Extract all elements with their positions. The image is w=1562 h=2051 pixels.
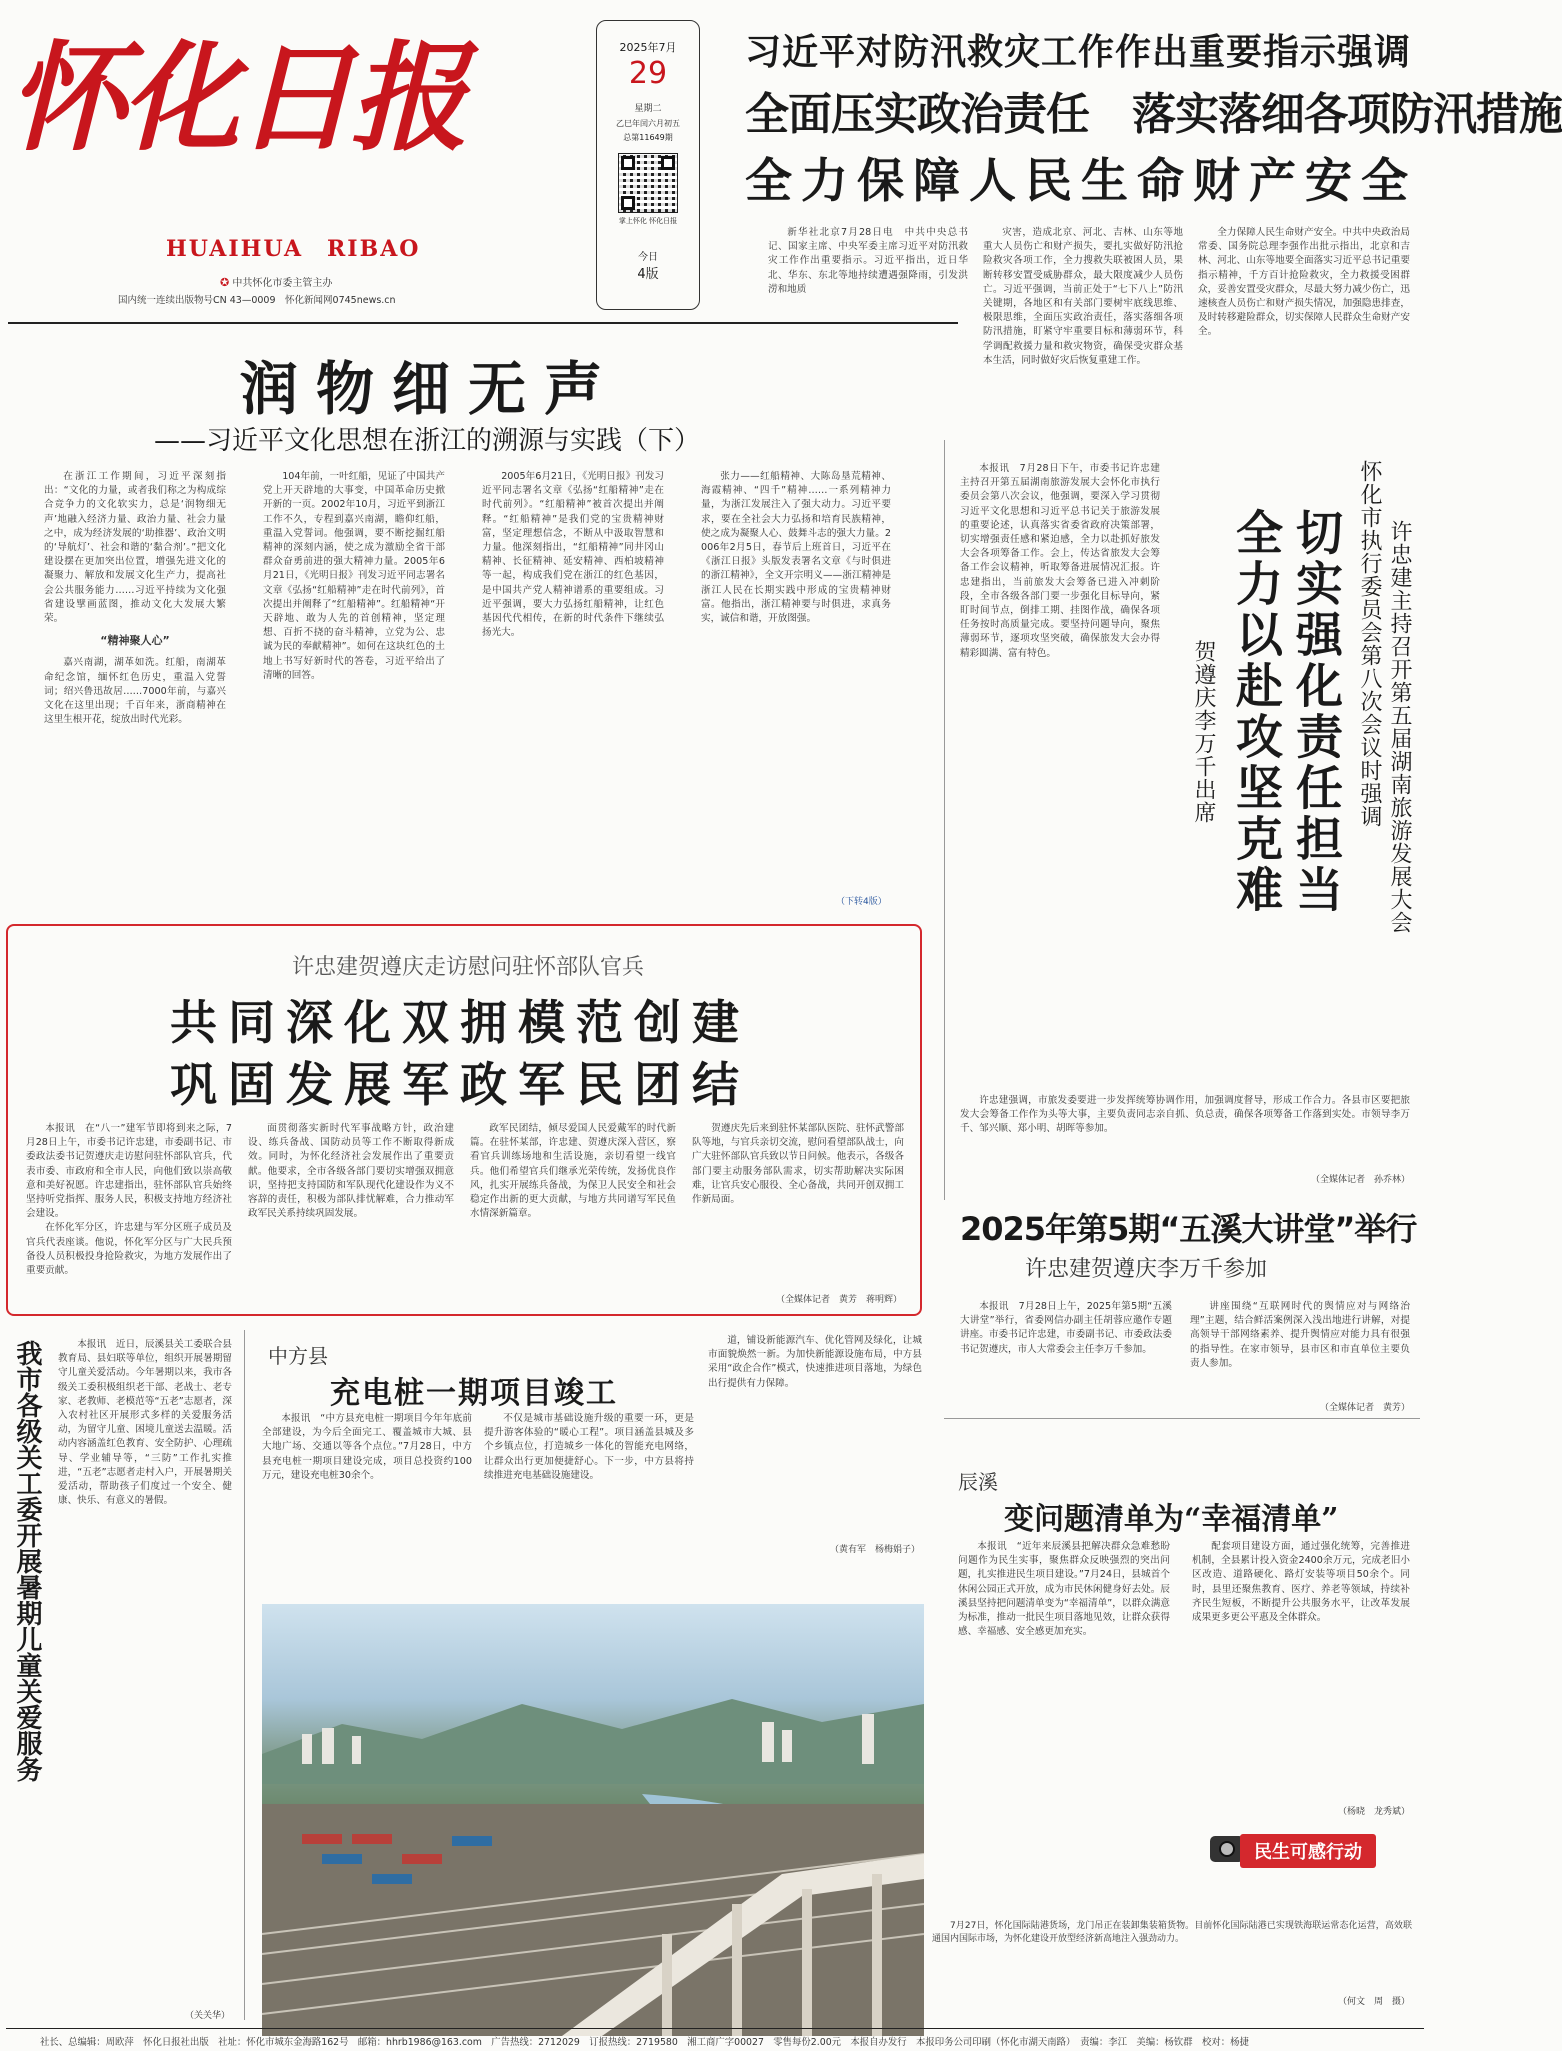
culture-subhead: ——习近平文化思想在浙江的溯源与实践（下） — [154, 426, 701, 456]
masthead-rule — [8, 322, 958, 324]
guan-headline: 我市各级关工委开展暑期儿童关爱服务 — [12, 1340, 42, 1782]
charging-col-1: 本报讯 “中方县充电桩一期项目今年年底前全部建设，为今后全面完工、覆盖城市大城、县大地广场、交通以等各个点位。”7月28日，中方县充电桩一期项目建设完成，项目总投资约100万元，建设充电桩30余个。 — [262, 1413, 472, 1481]
charging-kicker: 中方县 — [268, 1344, 328, 1368]
chenxi-kicker: 辰溪 — [958, 1470, 998, 1494]
chenxi-credit: （杨晓 龙秀斌） — [1337, 1807, 1410, 1817]
culture-col-1-subtitle: “精神聚人心” — [100, 634, 170, 648]
qr-caption: 掌上怀化 怀化日报 — [618, 217, 678, 225]
left-column-divider — [244, 1330, 245, 2020]
tourism-subhead-1: 许忠建主持召开第五届湖南旅游发展大会 — [1387, 520, 1412, 934]
charging-col-2: 不仅是城市基础设施升级的重要一环，更是提升游客体验的“暖心工程”。项目涵盖县城及多个乡镇点位，打造城乡一体化的智能充电网络，让群众出行更加便捷舒心。下一步，中方县将持续推进充电基础设施建设。 — [484, 1413, 694, 1481]
military-headline-1: 共同深化双拥模范创建 — [170, 996, 750, 1051]
lead-headline-1: 习近平对防汛救灾工作作出重要指示强调 — [745, 32, 1412, 73]
tourism-headline-2: 全力以赴攻坚克难 — [1228, 508, 1283, 916]
culture-headline: 润物细无声 — [240, 355, 621, 423]
railway-port-scene-icon — [262, 1604, 924, 2036]
date-box — [596, 20, 700, 310]
culture-col-2: 104年前，一叶红船，见证了中国共产党上开天辟地的大事变，中国革命历史掀开新的一页。2002年10月，习近平到浙江工作不久，专程到嘉兴南湖，瞻仰红船，重温入党誓词。他强调，要不断挖掘红船精神的深刻内涵，使之成为激励全省干部群众奋勇前进的强大精神力量。2005年6月21日，《光明日报》刊发习近平同志署名文章《弘扬“红船精神”走在时代前列》，首次提出并阐释了“红船精神”。红船精神“开天辟地、敢为人先的首创精神，坚定理想、百折不挠的奋斗精神，立党为公、忠诚为民的奉献精神”。如何在这块红色的土地上书写好新时代的答卷，习近平给出了清晰的回答。 — [263, 471, 445, 681]
lecture-headline: 2025年第5期“五溪大讲堂”举行 — [960, 1210, 1417, 1248]
party-emblem-icon: ✪ — [220, 276, 230, 289]
military-kicker: 许忠建贺遵庆走访慰问驻怀部队官兵 — [291, 955, 644, 980]
guan-body: 本报讯 近日，辰溪县关工委联合县教育局、县妇联等单位，组织开展暑期留守儿童关爱活动。今年暑期以来，我市各级关工委积极组织老干部、老战士、老专家、老教师、老模范等“五老”志愿者，深入农村社区开展形式多样的关爱服务活动，为留守儿童、困境儿童送去温暖。活动内容涵盖红色教育、安全防护、心理疏导、学业辅导等，“三防”工作扎实推进，“五老”志愿者走村入户，开展暑期关爱活动，帮助孩子们度过一个安全、健康、快乐、有意义的暑假。 — [58, 1339, 232, 1507]
tourism-attendee: 贺遵庆李万千出席 — [1191, 640, 1216, 824]
tourism-subhead-2: 怀化市执行委员会第八次会议时强调 — [1357, 460, 1382, 828]
military-col-1: 本报讯 在“八一”建军节即将到来之际，7月28日上午，市委书记许忠建，市委副书记、市委政法委书记贺遵庆走访慰问驻怀部队官兵，代表市委、市政府和全市人民，向他们致以崇高敬意和美好祝愿。许忠建指出，驻怀部队官兵始终坚持听党指挥、服务人民，积极支持地方经济社会建设。 在怀化军分区，许忠建与军分区班子成员及官兵代表座谈。他说，怀化军分区与广大民兵预备役人员积极投身抢险救灾，为地方发展作出了重要贡献。 — [26, 1123, 232, 1277]
date-weekday: 星期二 — [634, 104, 662, 114]
masthead — [8, 14, 465, 262]
chenxi-col-2: 配套项目建设方面，通过强化统筹，完善推进机制，全县累计投入资金2400余万元，完成老旧小区改造、道路硬化、路灯安装等项目50余个。同时，县里还聚焦教育、医疗、养老等领域，持续补齐民生短板，不断提升公共服务水平，让改革发展成果更多更公平惠及全体群众。 — [1192, 1541, 1410, 1624]
culture-col-4: 张力——红船精神、大陈岛垦荒精神、海霞精神、“四千”精神……一系列精神力量，为浙江发展注入了强大动力。习近平要求，要在全社会大力弘扬和培育民族精神，使之成为凝聚人心、鼓舞斗志的强大力量。2006年2月5日，春节后上班首日，习近平在《浙江日报》头版发表署名文章《与时俱进的浙江精神》，全文开宗明义——浙江精神是浙江人民在长期实践中形成的宝贵精神财富。他指出，浙江精神要与时俱进，求真务实，诚信和谐，开放图强。 — [701, 471, 891, 625]
pages-label: 今日 — [638, 252, 658, 263]
photo-caption: 7月27日，怀化国际陆港货场，龙门吊正在装卸集装箱货物。目前怀化国际陆港已实现铁海联运常态化运营，高效联通国内国际市场，为怀化建设开放型经济新高地注入强劲动力。 — [932, 1921, 1412, 1944]
date-issue: 总第11649期 — [623, 133, 673, 142]
lecture-rule — [944, 1418, 1420, 1419]
footer-imprint: 社长、总编辑：周欧萍 怀化日报社出版 社址：怀化市城东金海路162号 邮箱：hhrb1986@163.com 广告热线：2712029 订报热线：2719580 湘工商广字00027 零售每份2.00元 本报自办发行 本报印务公司印刷（怀化市湖天南路） 责编：李江 美编：杨钦群 校对：杨捷 — [40, 2037, 1249, 2048]
lead-headline-2: 全面压实政治责任 落实落细各项防汛措施 — [745, 89, 1562, 140]
masthead-title: 怀化日报 — [8, 28, 465, 167]
footer-rule — [6, 2028, 1424, 2029]
lecture-subhead: 许忠建贺遵庆李万千参加 — [1025, 1257, 1268, 1282]
military-headline-2: 巩固发展军政军民团结 — [170, 1058, 750, 1113]
tourism-body-col-1: 本报讯 7月28日下午，市委书记许忠建主持召开第五届湖南旅游发展大会怀化市执行委员会第八次会议，他强调，要深入学习贯彻习近平文化思想和习近平总书记关于旅游发展的重要论述，认真落实省委省政府决策部署，切实增强责任感和紧迫感，全力以赴抓好旅发大会各项筹备工作。会上，传达省旅发大会筹备工作会议精神，听取筹备进展情况汇报。许忠建指出，当前旅发大会筹备已进入冲刺阶段，全市各级各部门要一步强化目标导向，紧盯时间节点，倒排工期、挂图作战，确保各项任务按时高质量完成。要坚持问题导向，聚焦薄弱环节，逐项攻坚突破，确保旅发大会办得精彩圆满、富有特色。 — [960, 463, 1160, 659]
lead-col-3: 全力保障人民生命财产安全。中共中央政治局常委、国务院总理李强作出批示指出，北京和吉林、河北、山东等地要全面落实习近平总书记重要指示精神，千方百计抢险救灾，全力救援受困群众，妥善安置受灾群众，尽最大努力减少伤亡，迅速核查人员伤亡和财产损失情况，加强隐患排查，及时转移避险群众，切实保障人民群众生命财产安全。 — [1198, 227, 1410, 338]
right-column-divider — [944, 440, 945, 1200]
culture-col-1: 在浙江工作期间，习近平深刻指出：“文化的力量，或者我们称之为构成综合竞争力的文化软实力，总是‘润物细无声’地融入经济力量、政治力量、社会力量之中，成为经济发展的‘助推器’、政治文明的‘导航灯’、社会和谐的‘黏合剂’。”把文化建设摆在更加突出位置，增强先进文化的凝聚力、解放和发展文化生产力，提高社会公共服务能力……习近平持续为文化强省建设擘画蓝图，推动文化大发展大繁荣。 “精神聚人心” 嘉兴南湖，湖革如洗。红船，南湖革命纪念馆，缅怀红色历史，重温入党誓词；绍兴鲁迅故居……7000年前，与嘉兴文化在这里出现；千百年来，浙商精神在这里生根开花，绽放出时代光彩。 — [44, 471, 226, 726]
lecture-col-2: 讲座围绕“互联网时代的舆情应对与网络治理”主题，结合鲜活案例深入浅出地进行讲解，对提高领导干部网络素养、提升舆情应对能力具有很强的指导性。在家市领导，县市区和市直单位主要负责人参加。 — [1190, 1301, 1410, 1369]
railway-port-photo[interactable] — [262, 1604, 924, 2036]
date-day: 29 — [628, 56, 668, 91]
masthead-serial: 国内统一连续出版物号CN 43—0009 怀化新闻网0745news.cn — [118, 295, 396, 306]
pages-count: 4版 — [637, 267, 659, 282]
military-credit: （全媒体记者 黄芳 蒋明辉） — [775, 1295, 902, 1305]
charging-headline: 充电桩一期项目竣工 — [330, 1376, 618, 1411]
tourism-headline-1: 切实强化责任担当 — [1288, 508, 1343, 916]
qr-code[interactable] — [618, 153, 678, 213]
military-col-4: 贺遵庆先后来到驻怀某部队医院、驻怀武警部队等地，与官兵亲切交流，慰问看望部队战士，向广大驻怀部队官兵致以节日问候。他表示，各级各部门要主动服务部队需求，切实帮助解决实际困难，让官兵安心服役、全心备战，共同开创双拥工作新局面。 — [692, 1123, 904, 1206]
minsheng-badge-label: 民生可感行动 — [1240, 1834, 1376, 1868]
tourism-body-col-2: 许忠建强调，市旅发委要进一步发挥统筹协调作用，加强调度督导，形成工作合力。各县市区要把旅发大会筹备工作作为头等大事，主要负责同志亲自抓、负总责，确保各项筹备工作落到实处。市领导李万千、邹兴顺、郑小明、胡晖等参加。 — [960, 1095, 1410, 1135]
military-col-3: 政军民团结，倾尽爱国人民爱戴军的时代新篇。在驻怀某部，许忠建、贺遵庆深入营区，察看官兵训练场地和生活设施，亲切看望一线官兵。他们希望官兵们继承光荣传统，发扬优良作风，扎实开展练兵备战，为保卫人民安全和社会稳定作出新的更大贡献，与地方共同谱写军民鱼水情深新篇章。 — [470, 1123, 676, 1220]
charging-credit: （黄有军 杨梅娟子） — [829, 1545, 920, 1555]
date-lunar: 乙巳年闰六月初五 — [616, 119, 680, 128]
lead-col-2: 灾害，造成北京、河北、吉林、山东等地重大人员伤亡和财产损失，要扎实做好防汛抢险救灾各项工作，全力搜救失联被困人员，果断转移安置受威胁群众，最大限度减少人员伤亡。习近平强调，当前正处于“七下八上”防汛关键期，各地区和有关部门要树牢底线思维、极限思维，全面压实政治责任，落实落细各项防汛措施，盯紧守牢重要目标和薄弱环节，科学调配救援力量和救灾物资，确保受灾群众基本生活，同时做好灾后恢复重建工作。 — [983, 227, 1183, 366]
lead-headline-3: 全力保障人民生命财产安全 — [745, 154, 1417, 209]
charging-col-3: 道，铺设新能源汽车、优化管网及绿化，让城市面貌焕然一新。为加快新能源设施布局，中方县采用“政企合作”模式，快速推进项目落地，为绿色出行提供有力保障。 — [708, 1335, 922, 1389]
lead-col-1: 新华社北京7月28日电 中共中央总书记、国家主席、中央军委主席习近平对防汛救灾工作作出重要指示。习近平指出，近日华北、华东、东北等地持续遭遇强降雨，引发洪涝和地质 — [768, 227, 968, 295]
minsheng-badge[interactable] — [1210, 1830, 1410, 1878]
camera-icon — [1210, 1836, 1244, 1862]
culture-col-3: 2005年6月21日，《光明日报》刊发习近平同志署名文章《弘扬“红船精神”走在时代前列》。“红船精神”被首次提出并阐释。“红船精神”是我们党的宝贵精神财富，坚定理想信念，不断从中汲取智慧和力量。他深刻指出，“红船精神”同井冈山精神、长征精神、延安精神、西柏坡精神等一起，构成我们党在浙江的红色基因，是中国共产党人精神谱系的重要组成。习近平强调，要大力弘扬红船精神，让红色基因代代相传，在新的时代条件下继续弘扬光大。 — [482, 471, 664, 639]
chenxi-headline: 变问题清单为“幸福清单” — [1004, 1502, 1339, 1537]
guan-credit: （关关华） — [184, 2011, 230, 2021]
lecture-credit: （全媒体记者 黄芳） — [1319, 1403, 1410, 1413]
chenxi-col-1: 本报讯 “近年来辰溪县把解决群众急难愁盼问题作为民生实事，聚焦群众反映强烈的突出问题，扎实推进民生项目建设。”7月24日，县城首个休闲公园正式开放，成为市民休闲健身好去处。辰溪县坚持把问题清单变为“幸福清单”，以群众满意为标准，推动一批民生项目落地见效，让群众获得感、幸福感、安全感更加充实。 — [958, 1541, 1170, 1638]
military-col-2: 面贯彻落实新时代军事战略方针，政治建设、练兵备战、国防动员等工作不断取得新成效。同时，为怀化经济社会发展作出了重要贡献。他要求，全市各级各部门要切实增强双拥意识，坚持把支持国防和军队现代化建设作为义不容辞的责任，积极为部队排忧解难，合力推动军政军民关系持续巩固发展。 — [248, 1123, 454, 1220]
masthead-pinyin: HUAIHUA RIBAO — [166, 236, 421, 262]
culture-jump-link[interactable]: （下转4版） — [836, 897, 887, 907]
date-year-month: 2025年7月 — [619, 41, 677, 54]
tourism-credit: （全媒体记者 孙乔林） — [1310, 1175, 1410, 1185]
lecture-col-1: 本报讯 7月28日上午，2025年第5期“五溪大讲堂”举行，省委网信办副主任胡蓉应邀作专题讲座。市委书记许忠建，市委副书记、市委政法委书记贺遵庆，市人大常委会主任李万千参加。 — [960, 1301, 1172, 1355]
masthead-organizer: ✪ 中共怀化市委主管主办 — [220, 276, 333, 289]
photo-credit: （何文 周 摄） — [1337, 1997, 1410, 2007]
